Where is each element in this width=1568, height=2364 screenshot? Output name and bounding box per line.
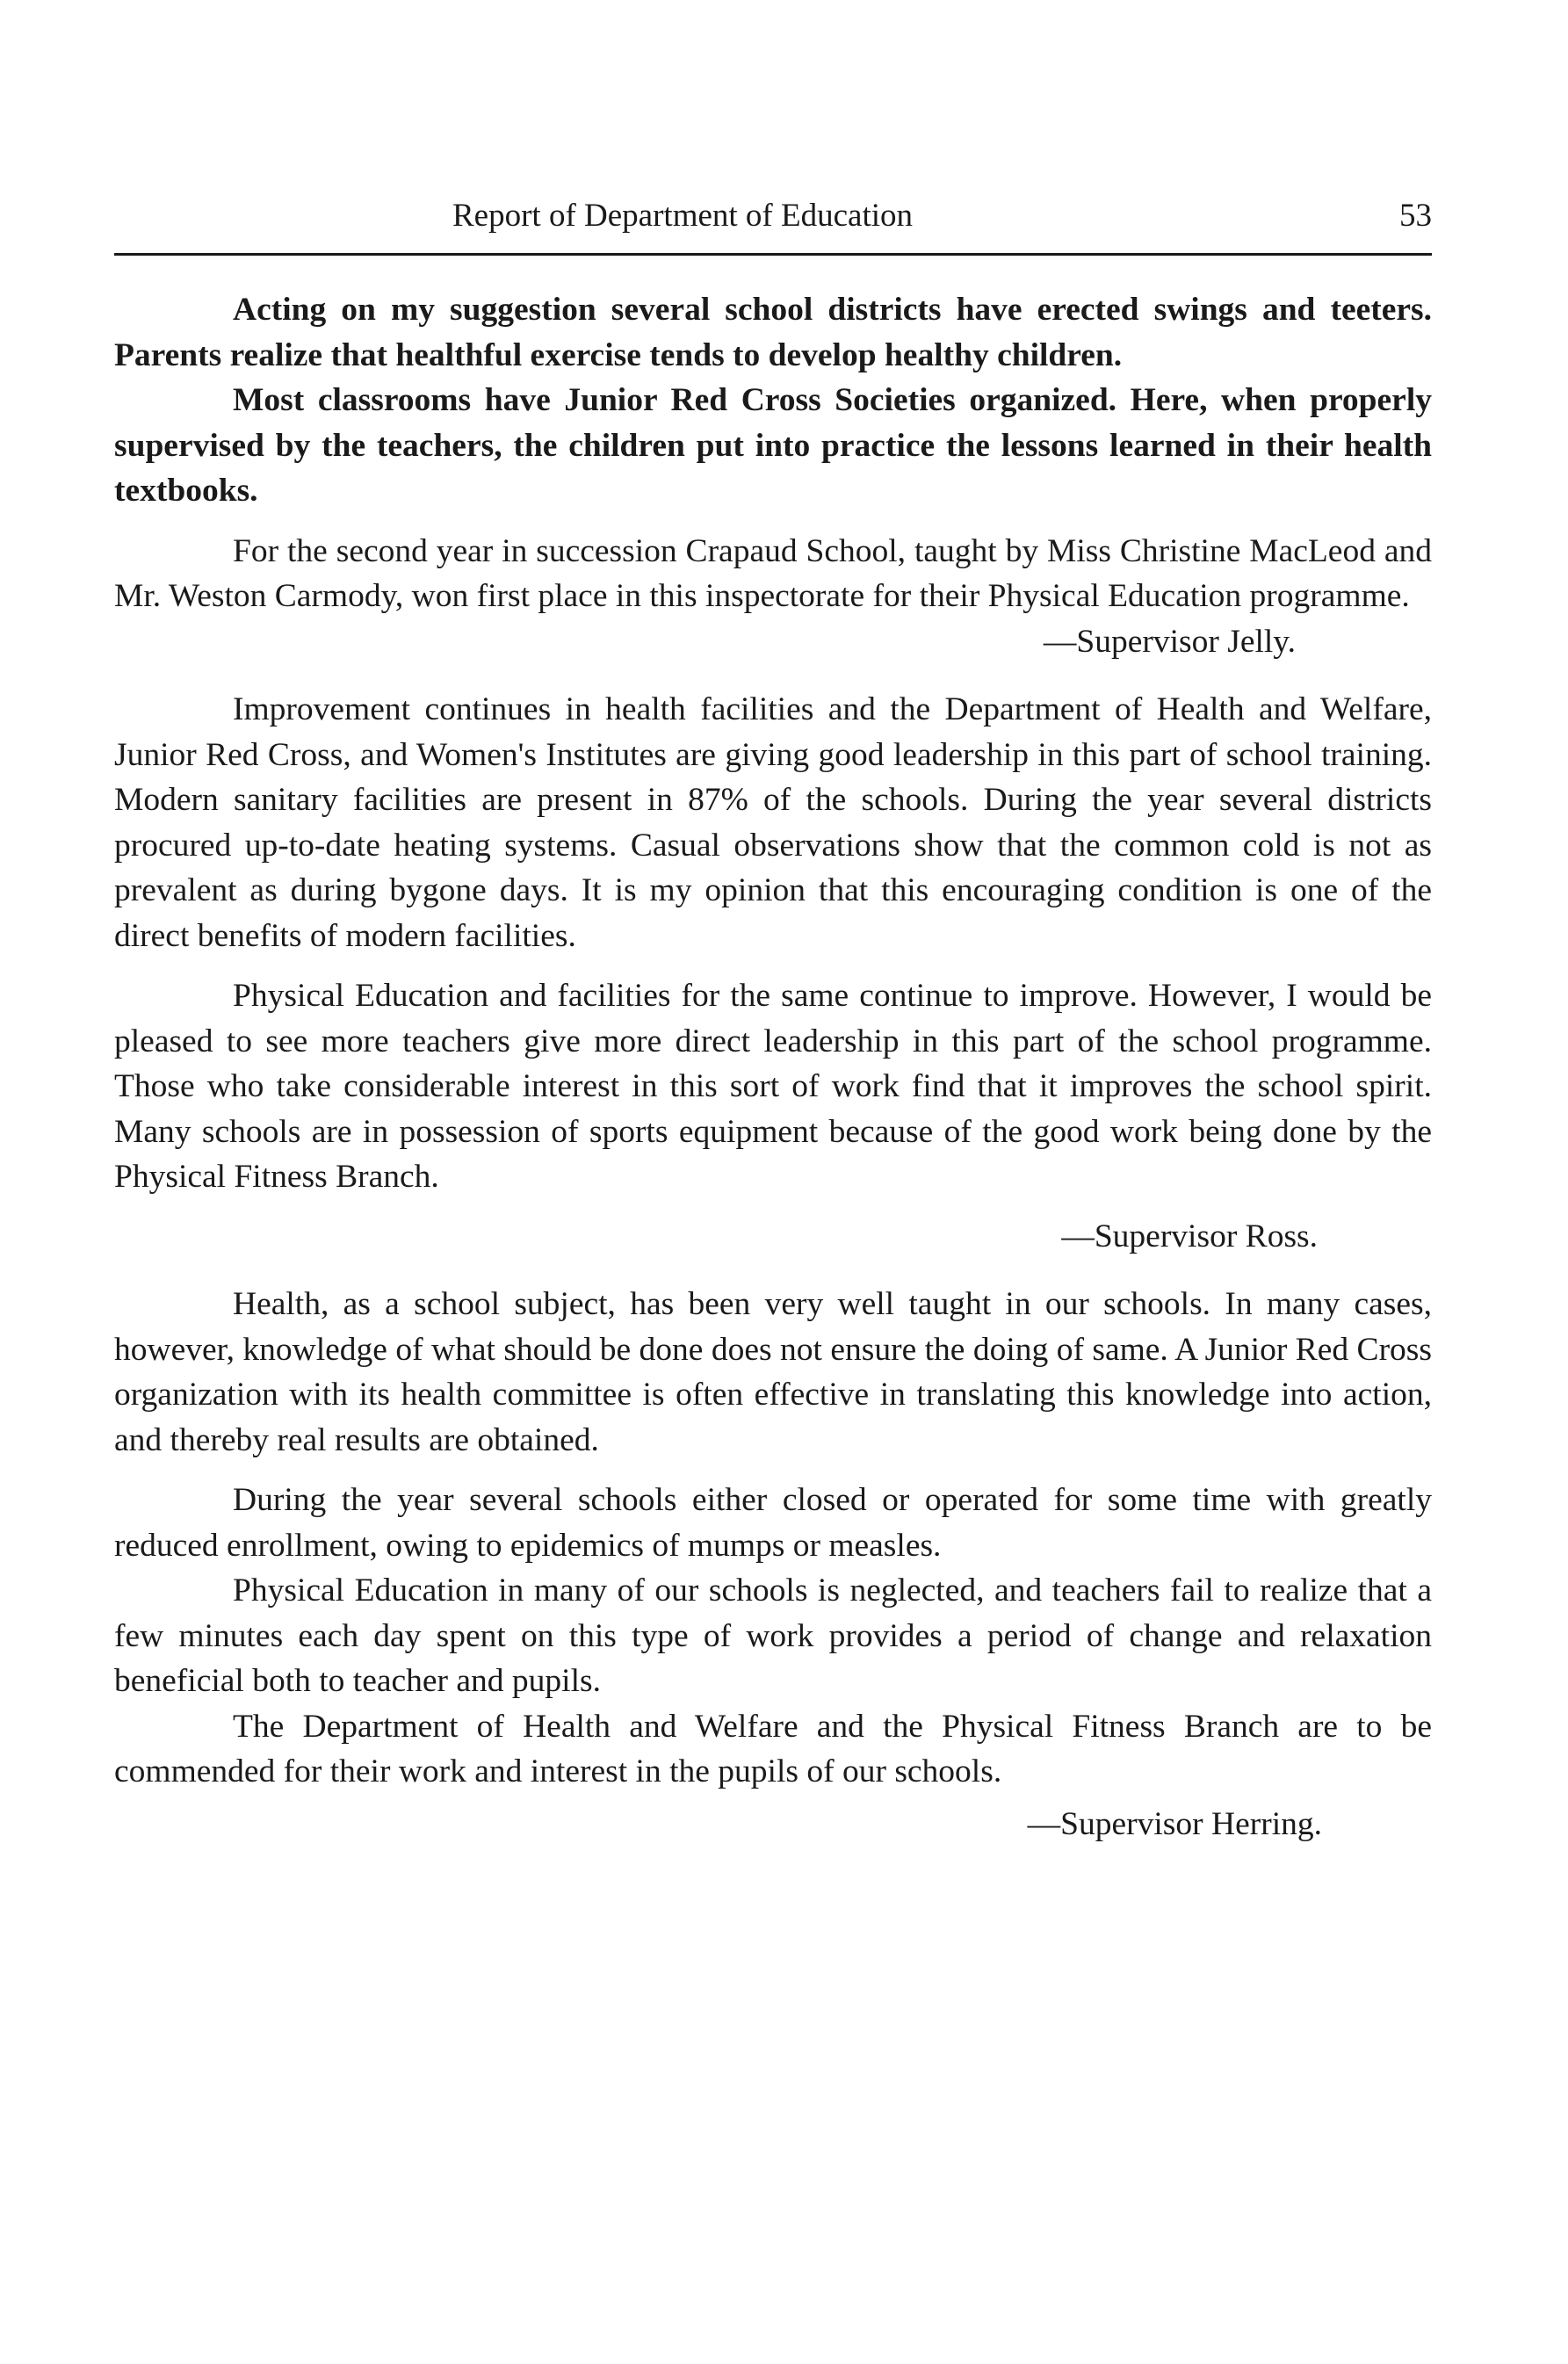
running-header [114, 193, 1432, 239]
report-body [114, 287, 1432, 1847]
document-page [114, 193, 1432, 1847]
paragraph-physical-education-neglected: Physical Education in many of our schools is neglected, and teachers fail to realize that a few minutes each day spent on this type of work provides a period of change and relaxation beneficial both to teacher and pupils. [114, 1572, 1432, 1699]
signature-supervisor-ross: —Supervisor Ross. [1061, 1218, 1318, 1254]
paragraph-swings-teeters: Acting on my suggestion several school districts have erected swings and teeters. Parents realize that healthful exercise tends to develop healthy children. [114, 292, 1432, 373]
paragraph-epidemics: During the year several schools either closed or operated for some time with greatly reduced enrollment, owing to epidemics of mumps or measles. [114, 1482, 1432, 1564]
paragraph-health-subject: Health, as a school subject, has been very well taught in our schools. In many cases, however, knowledge of what should be done does not ensure the doing of same. A Junior Red Cross organization with its health committee is often effective in translating this knowledge into action, and thereby real results are obtained. [114, 1286, 1432, 1458]
paragraph-health-facilities: Improvement continues in health facilities and the Department of Health and Welfare, Junior Red Cross, and Women's Institutes are giving good leadership in this part of school training. Modern sanitary facilities are present in 87% of the schools. During the year several districts procured up-to-date heating systems. Casual observations show that the common cold is not as prevalent as during bygone days. It is my opinion that this encouraging condition is one of the direct benefits of modern facilities. [114, 691, 1432, 954]
paragraph-crapaud-school: For the second year in succession Crapaud School, taught by Miss Christine MacLeod and Mr. Weston Carmody, won first place in this inspectorate for their Physical Education programme. [114, 532, 1432, 614]
running-title: Report of Department of Education [452, 198, 913, 234]
paragraph-junior-red-cross-societies: Most classrooms have Junior Red Cross Societies organized. Here, when properly supervised by the teachers, the children put into practice the lessons learned in their health textbooks. [114, 382, 1432, 509]
page-number: 53 [1399, 198, 1432, 234]
signature-supervisor-herring: —Supervisor Herring. [1027, 1805, 1322, 1842]
paragraph-commendation: The Department of Health and Welfare and the Physical Fitness Branch are to be commended for their work and interest in the pupils of our schools. [114, 1708, 1432, 1789]
header-rule [114, 253, 1432, 256]
paragraph-physical-education-improve: Physical Education and facilities for the same continue to improve. However, I would be pleased to see more teachers give more direct leadership in this part of the school programme. Those who take considerable interest in this sort of work find that it improves the school spirit. Many schools are in possession of sports equipment because of the good work being done by the Physical Fitness Branch. [114, 978, 1432, 1195]
signature-supervisor-jelly: —Supervisor Jelly. [1043, 623, 1296, 660]
